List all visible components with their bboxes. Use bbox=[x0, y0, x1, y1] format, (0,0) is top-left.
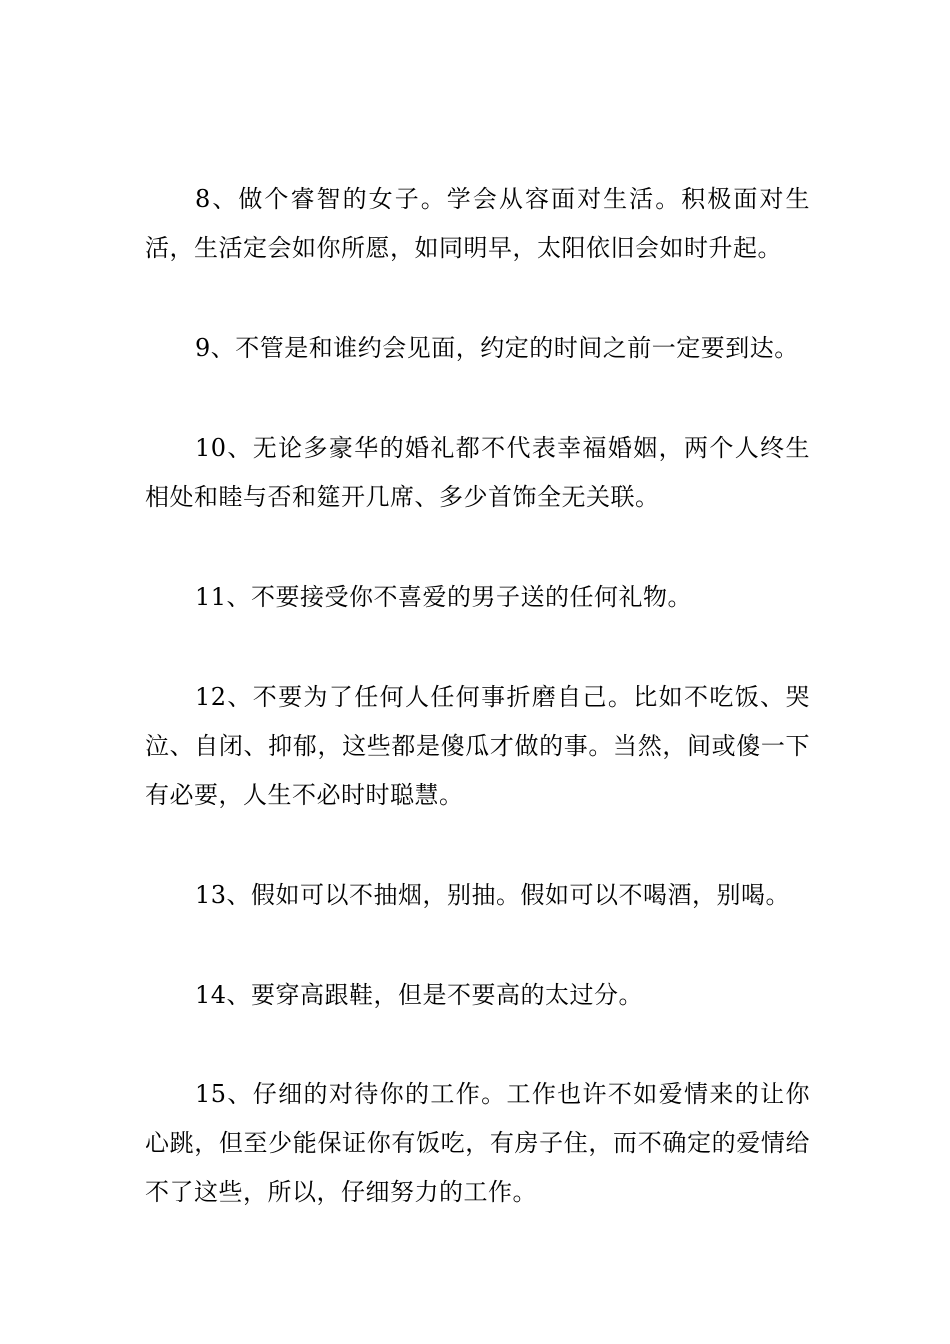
paragraph-9: 9、不管是和谁约会见面，约定的时间之前一定要到达。 bbox=[195, 334, 799, 362]
paragraph-8: 8、做个睿智的女子。学会从容面对生活。积极面对生活，生活定会如你所愿，如同明早，太阳依旧会如时升起。 bbox=[145, 185, 810, 262]
paragraph-13: 13、假如可以不抽烟，别抽。假如可以不喝酒，别喝。 bbox=[195, 881, 791, 909]
paragraph-10: 10、无论多豪华的婚礼都不代表幸福婚姻，两个人终生相处和睦与否和筵开几席、多少首饰全无关联。 bbox=[145, 434, 810, 511]
paragraph-11: 11、不要接受你不喜爱的男子送的任何礼物。 bbox=[195, 583, 693, 611]
paragraph-15: 15、仔细的对待你的工作。工作也许不如爱情来的让你心跳，但至少能保证你有饭吃，有房子住，而不确定的爱情给不了这些，所以，仔细努力的工作。 bbox=[145, 1080, 810, 1206]
paragraph-12: 12、不要为了任何人任何事折磨自己。比如不吃饭、哭泣、自闭、抑郁，这些都是傻瓜才做的事。当然，间或傻一下有必要，人生不必时时聪慧。 bbox=[145, 683, 810, 809]
paragraph-14: 14、要穿高跟鞋，但是不要高的太过分。 bbox=[195, 981, 644, 1009]
